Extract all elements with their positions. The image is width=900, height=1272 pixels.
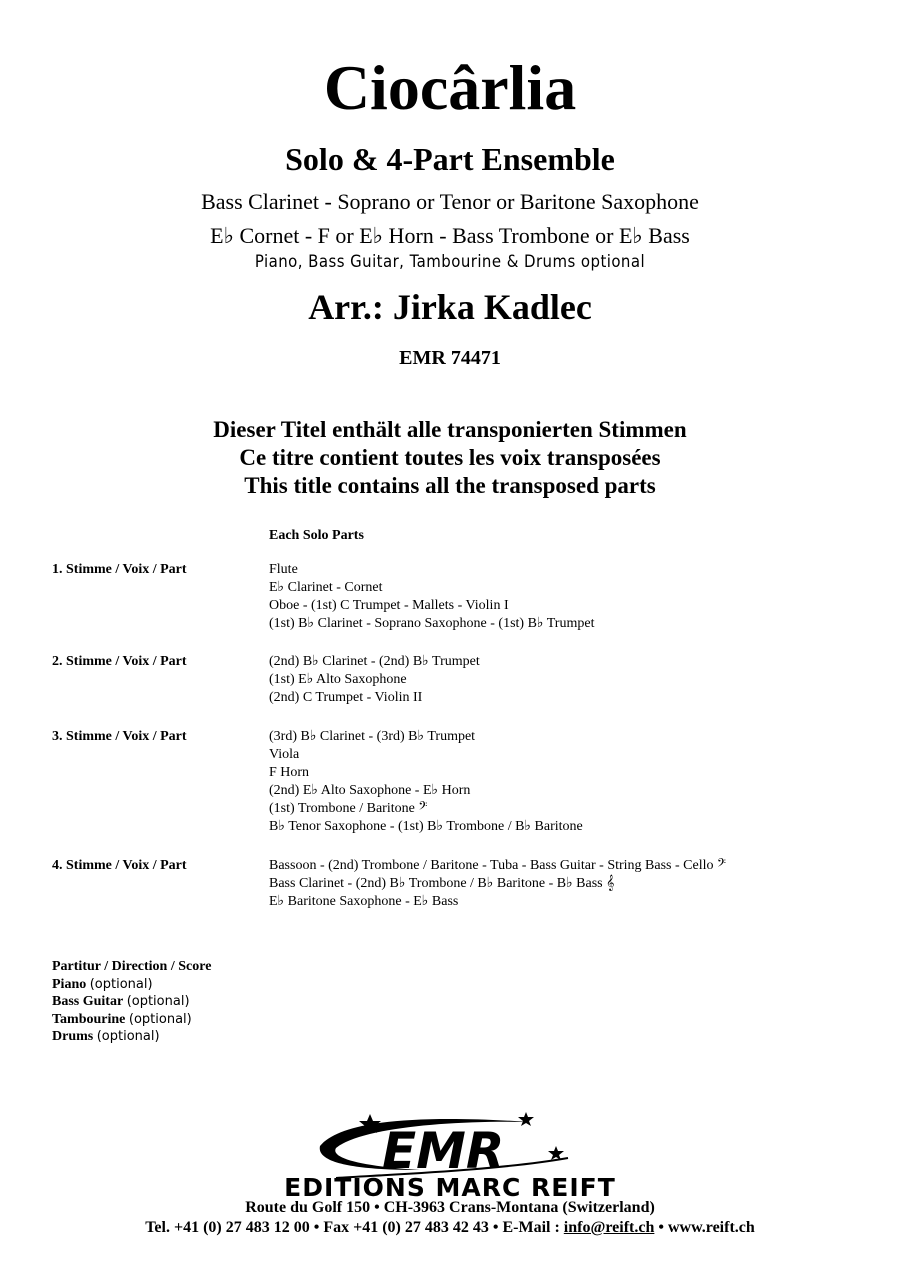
part-2-list — [269, 653, 480, 707]
score-item-name: Drums — [52, 1029, 94, 1044]
part-2-label: 2. Stimme / Voix / Part — [52, 654, 187, 669]
list-item: Flute — [269, 562, 298, 577]
publisher-contact — [0, 1218, 900, 1238]
list-item: Bass Clarinet - (2nd) B♭ Trombone / B♭ Baritone - B♭ Bass 𝄞 — [269, 876, 615, 891]
list-item: (2nd) B♭ Clarinet - (2nd) B♭ Trumpet — [269, 654, 480, 669]
instrumentation-line-1: Bass Clarinet - Soprano or Tenor or Baritone Saxophone — [201, 189, 699, 214]
notice-english: This title contains all the transposed parts — [244, 473, 656, 498]
publisher-name: EDITIONS MARC REIFT — [284, 1173, 616, 1202]
part-3-label: 3. Stimme / Voix / Part — [52, 729, 187, 744]
logo-text: EMR — [382, 1122, 505, 1180]
score-item-name: Tambourine — [52, 1011, 126, 1027]
score-item-note: (optional) — [96, 1029, 160, 1044]
score-item-drums — [52, 1028, 211, 1046]
instrumentation-line-2: E♭ Cornet - F or E♭ Horn - Bass Trombone or E♭ Bass — [210, 223, 690, 248]
catalog-number: EMR 74471 — [399, 347, 501, 369]
part-4-label: 4. Stimme / Voix / Part — [52, 858, 187, 873]
score-item-bass-guitar — [52, 993, 211, 1011]
star-icon — [548, 1146, 564, 1160]
score-item-piano — [52, 976, 211, 994]
list-item: (3rd) B♭ Clarinet - (3rd) B♭ Trumpet — [269, 729, 476, 744]
list-item: Bassoon - (2nd) Trombone / Baritone - Tuba - Bass Guitar - String Bass - Cello 𝄢 — [269, 858, 726, 873]
part-4-list — [269, 857, 726, 911]
score-item-note: (optional) — [126, 994, 190, 1009]
list-item: Viola — [269, 747, 300, 762]
score-item-name: Bass Guitar — [52, 994, 124, 1009]
list-item: (2nd) C Trumpet - Violin II — [269, 690, 423, 705]
list-item: (1st) B♭ Clarinet - Soprano Saxophone - (1st) B♭ Trumpet — [269, 616, 595, 631]
score-heading: Partitur / Direction / Score — [52, 959, 212, 974]
list-item: B♭ Tenor Saxophone - (1st) B♭ Trombone / B♭ Baritone — [269, 819, 583, 834]
contact-suffix: • www.reift.ch — [654, 1219, 755, 1236]
score-item-name: Piano — [52, 976, 87, 992]
page-title: Ciocârlia — [323, 52, 577, 123]
list-item: Oboe - (1st) C Trumpet - Mallets - Violin I — [269, 598, 509, 613]
list-item: (1st) Trombone / Baritone 𝄢 — [269, 801, 428, 816]
email-link[interactable]: info@reift.ch — [563, 1219, 655, 1236]
list-item: (1st) E♭ Alto Saxophone — [269, 672, 407, 687]
part-3-list — [269, 728, 583, 836]
score-item-tambourine — [52, 1011, 211, 1029]
contact-prefix: Tel. +41 (0) 27 483 12 00 • Fax +41 (0) 27 483 42 43 • E-Mail : — [145, 1219, 564, 1236]
list-item: E♭ Baritone Saxophone - E♭ Bass — [269, 894, 459, 909]
list-item: E♭ Clarinet - Cornet — [269, 580, 383, 595]
part-1-label: 1. Stimme / Voix / Part — [52, 562, 187, 577]
notice-french: Ce titre contient toutes les voix transposées — [239, 445, 661, 470]
parts-heading: Each Solo Parts — [269, 528, 364, 543]
score-block — [52, 958, 211, 1046]
list-item: (2nd) E♭ Alto Saxophone - E♭ Horn — [269, 783, 471, 798]
score-item-note: (optional) — [89, 976, 153, 992]
list-item: F Horn — [269, 765, 310, 780]
publisher-address: Route du Golf 150 • CH-3963 Crans-Montana (Switzerland) — [245, 1199, 655, 1216]
subtitle: Solo & 4-Part Ensemble — [285, 141, 615, 177]
notice-german: Dieser Titel enthält alle transponierten Stimmen — [213, 417, 687, 442]
score-item-note: (optional) — [128, 1011, 192, 1027]
star-icon — [518, 1112, 534, 1126]
optional-instruments: Piano, Bass Guitar, Tambourine & Drums optional — [254, 252, 646, 272]
arranger: Arr.: Jirka Kadlec — [308, 287, 592, 327]
part-1-list — [269, 561, 594, 633]
